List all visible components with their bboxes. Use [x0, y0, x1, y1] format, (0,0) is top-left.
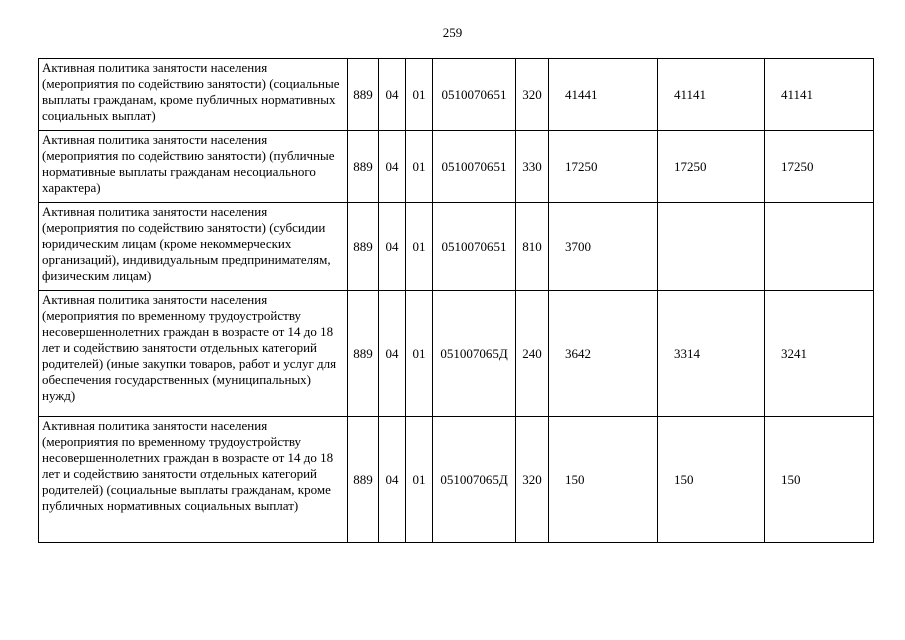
- ministry-code: 889: [348, 291, 379, 417]
- page-number: 259: [442, 25, 463, 40]
- section-code: 04: [379, 291, 406, 417]
- row-description: Активная политика занятости населения (мероприятия по временному трудоустройству несовершеннолетних граждан в возрасте от 14 до 18 лет и содействию занятости отдельных категорий родителей) (иные закупки товаров, работ и услуг для обеспечения государственных (муниципальных) нужд): [39, 291, 348, 417]
- target-article-code: 0510070651: [433, 203, 516, 291]
- ministry-code: 889: [348, 417, 379, 543]
- expense-type-code: 240: [516, 291, 549, 417]
- subsection-code: 01: [406, 203, 433, 291]
- amount-year-2: 41141: [658, 59, 765, 131]
- table-row: [39, 203, 874, 291]
- amount-year-3: 150: [765, 417, 874, 543]
- table-body: [39, 59, 874, 543]
- amount-year-2: 17250: [658, 131, 765, 203]
- target-article-code: 0510070651: [433, 131, 516, 203]
- amount-year-1: 150: [549, 417, 658, 543]
- expense-type-code: 320: [516, 59, 549, 131]
- table-row: [39, 59, 874, 131]
- row-description: Активная политика занятости населения (мероприятия по содействию занятости) (публичные нормативные выплаты гражданам несоциального характера): [39, 131, 348, 203]
- row-description: Активная политика занятости населения (мероприятия по содействию занятости) (субсидии юридическим лицам (кроме некоммерческих организаций), индивидуальным предпринимателям, физическим лицам): [39, 203, 348, 291]
- ministry-code: 889: [348, 59, 379, 131]
- amount-year-1: 3642: [549, 291, 658, 417]
- ministry-code: 889: [348, 203, 379, 291]
- section-code: 04: [379, 203, 406, 291]
- amount-year-3: 41141: [765, 59, 874, 131]
- amount-year-1: 3700: [549, 203, 658, 291]
- expense-type-code: 330: [516, 131, 549, 203]
- expense-type-code: 320: [516, 417, 549, 543]
- amount-year-3: 17250: [765, 131, 874, 203]
- target-article-code: 0510070651: [433, 59, 516, 131]
- section-code: 04: [379, 59, 406, 131]
- ministry-code: 889: [348, 131, 379, 203]
- table-row: [39, 291, 874, 417]
- section-code: 04: [379, 417, 406, 543]
- amount-year-1: 17250: [549, 131, 658, 203]
- section-code: 04: [379, 131, 406, 203]
- table-row: [39, 131, 874, 203]
- amount-year-3: 3241: [765, 291, 874, 417]
- table-row: [39, 417, 874, 543]
- amount-year-2: 150: [658, 417, 765, 543]
- row-description: Активная политика занятости населения (мероприятия по временному трудоустройству несовершеннолетних граждан в возрасте от 14 до 18 лет и содействию занятости отдельных категорий родителей) (социальные выплаты гражданам, кроме публичных нормативных социальных выплат): [39, 417, 348, 543]
- subsection-code: 01: [406, 417, 433, 543]
- subsection-code: 01: [406, 291, 433, 417]
- amount-year-2: 3314: [658, 291, 765, 417]
- expense-type-code: 810: [516, 203, 549, 291]
- row-description: Активная политика занятости населения (мероприятия по содействию занятости) (социальные выплаты гражданам, кроме публичных нормативных социальных выплат): [39, 59, 348, 131]
- target-article-code: 051007065Д: [433, 291, 516, 417]
- subsection-code: 01: [406, 59, 433, 131]
- subsection-code: 01: [406, 131, 433, 203]
- budget-table: [38, 58, 874, 543]
- amount-year-1: 41441: [549, 59, 658, 131]
- target-article-code: 051007065Д: [433, 417, 516, 543]
- amount-year-2: [658, 203, 765, 291]
- amount-year-3: [765, 203, 874, 291]
